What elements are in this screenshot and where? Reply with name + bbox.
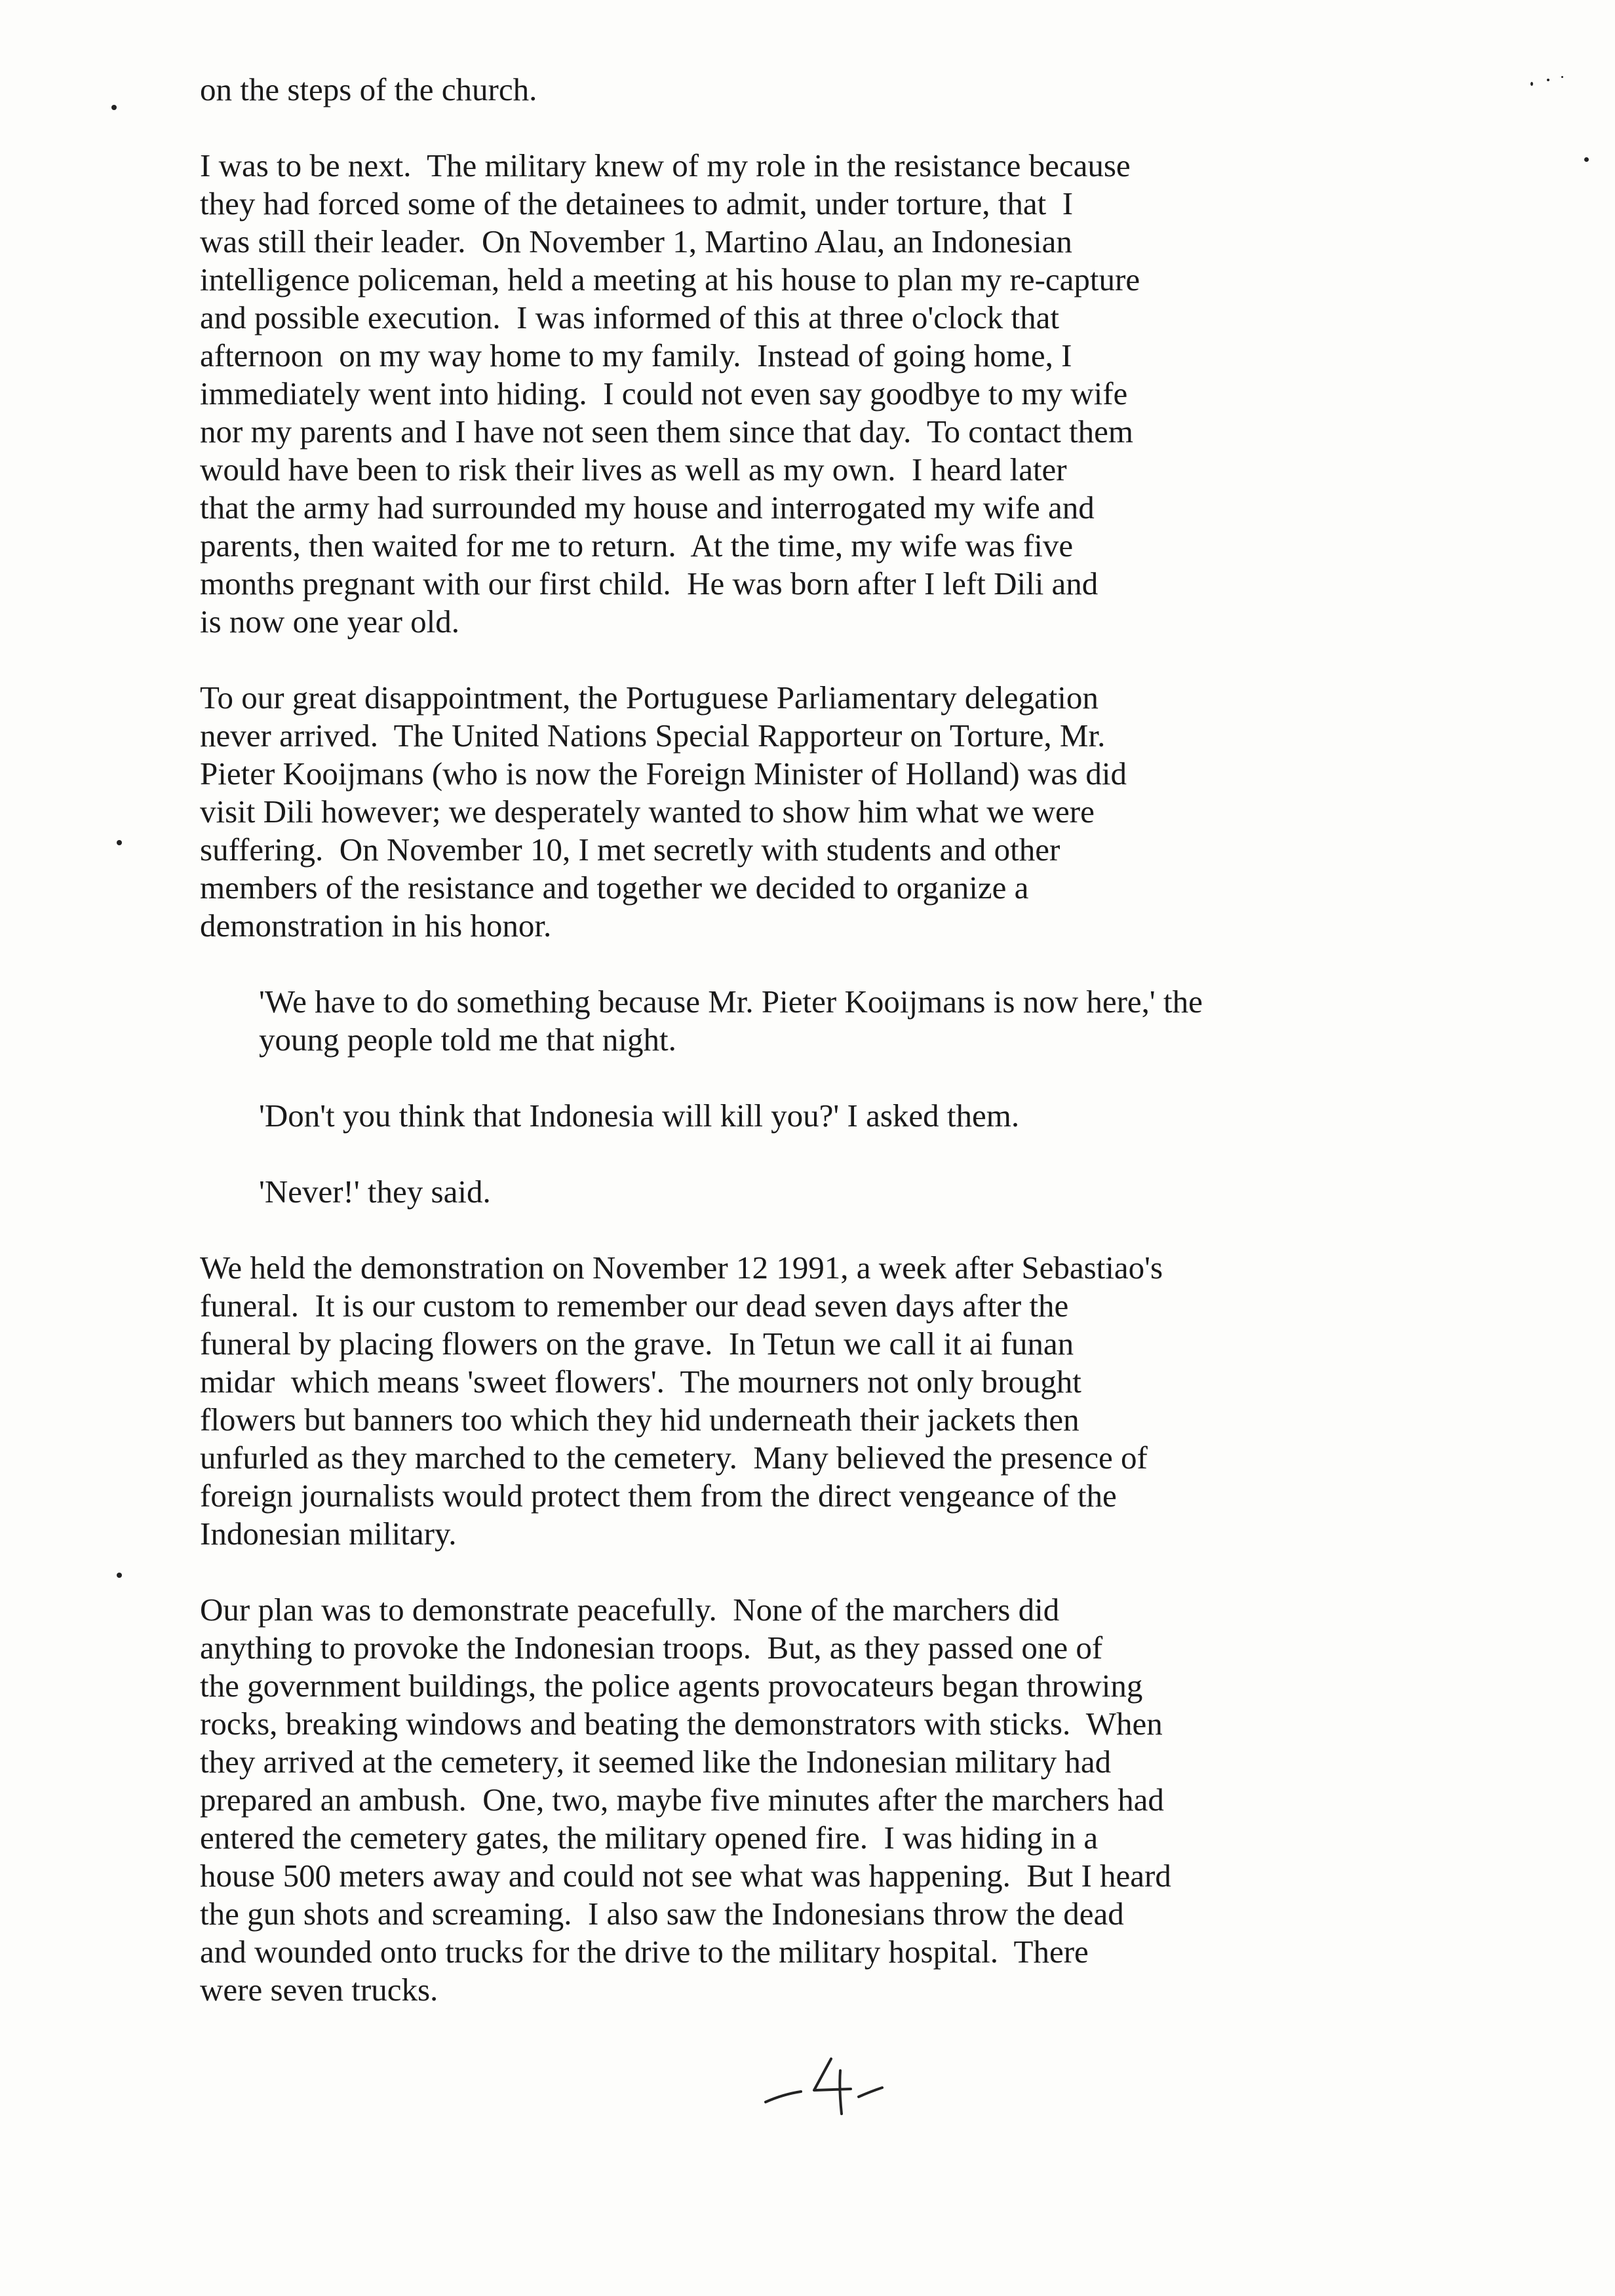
scan-speck <box>117 840 122 845</box>
text-line: they had forced some of the detainees to admit, under torture, that I <box>200 185 1074 221</box>
body-text <box>200 71 1353 2009</box>
text-line: is now one year old. <box>200 603 459 640</box>
scan-speck <box>1584 157 1589 162</box>
text-line: Our plan was to demonstrate peacefully. None of the marchers did <box>200 1592 1060 1628</box>
scan-speck <box>1530 82 1533 86</box>
page-number-left-dash <box>766 2092 801 2102</box>
text-line: unfurled as they marched to the cemetery. Many believed the presence of <box>200 1440 1148 1476</box>
text-line: To our great disappointment, the Portuguese Parliamentary delegation <box>200 679 1099 716</box>
text-line: prepared an ambush. One, two, maybe five minutes after the marchers had <box>200 1782 1164 1818</box>
text-line: rocks, breaking windows and beating the demonstrators with sticks. When <box>200 1706 1163 1742</box>
text-line: visit Dili however; we desperately wanted to show him what we were <box>200 794 1095 830</box>
scan-speck <box>1547 79 1549 81</box>
text-line: never arrived. The United Nations Special Rapporteur on Torture, Mr. <box>200 718 1106 754</box>
quote-line: 'Don't you think that Indonesia will kill you?' I asked them. <box>259 1098 1020 1134</box>
text-line: nor my parents and I have not seen them since that day. To contact them <box>200 413 1133 450</box>
text-line: foreign journalists would protect them from the direct vengeance of the <box>200 1478 1117 1514</box>
page-number-right-dash <box>859 2088 882 2097</box>
text-line: house 500 meters away and could not see what was happening. But I heard <box>200 1858 1171 1894</box>
text-line: suffering. On November 10, I met secretly with students and other <box>200 832 1060 868</box>
text-line: I was to be next. The military knew of my role in the resistance because <box>200 147 1131 183</box>
text-line: were seven trucks. <box>200 1972 438 2008</box>
text-line: immediately went into hiding. I could not even say goodbye to my wife <box>200 375 1128 411</box>
text-line: entered the cemetery gates, the military opened fire. I was hiding in a <box>200 1820 1099 1856</box>
text-line: demonstration in his honor. <box>200 908 552 944</box>
text-line: funeral by placing flowers on the grave. In Tetun we call it ai funan <box>200 1326 1074 1362</box>
handwritten-page-number <box>754 2051 898 2123</box>
scan-speck <box>111 105 117 110</box>
text-line: months pregnant with our first child. He was born after I left Dili and <box>200 565 1099 602</box>
text-line: anything to provoke the Indonesian troops. But, as they passed one of <box>200 1630 1103 1666</box>
text-line: and wounded onto trucks for the drive to the military hospital. There <box>200 1934 1089 1970</box>
text-line: midar which means 'sweet flowers'. The mourners not only brought <box>200 1364 1081 1400</box>
text-line: and possible execution. I was informed of this at three o'clock that <box>200 299 1060 335</box>
text-line: intelligence policeman, held a meeting at his house to plan my re-capture <box>200 261 1140 297</box>
quote-line: 'Never!' they said. <box>259 1174 491 1210</box>
quote-line: young people told me that night. <box>259 1022 676 1058</box>
text-line: parents, then waited for me to return. At the time, my wife was five <box>200 527 1074 564</box>
text-line: they arrived at the cemetery, it seemed like the Indonesian military had <box>200 1744 1112 1780</box>
text-line: was still their leader. On November 1, Martino Alau, an Indonesian <box>200 223 1072 259</box>
text-line: funeral. It is our custom to remember our dead seven days after the <box>200 1288 1069 1324</box>
quote-line: 'We have to do something because Mr. Pieter Kooijmans is now here,' the <box>259 984 1203 1020</box>
text-line: members of the resistance and together we decided to organize a <box>200 870 1029 906</box>
scan-speck <box>1561 76 1563 78</box>
text-line: the government buildings, the police agents provocateurs began throwing <box>200 1668 1143 1704</box>
text-line: on the steps of the church. <box>200 71 537 107</box>
text-line: would have been to risk their lives as well as my own. I heard later <box>200 451 1067 488</box>
text-line: that the army had surrounded my house and interrogated my wife and <box>200 489 1095 526</box>
text-line: Pieter Kooijmans (who is now the Foreign Minister of Holland) was did <box>200 756 1127 792</box>
text-line: the gun shots and screaming. I also saw the Indonesians throw the dead <box>200 1896 1124 1932</box>
text-line: We held the demonstration on November 12 1991, a week after Sebastiao's <box>200 1250 1163 1286</box>
page-number-digit-4 <box>814 2059 851 2114</box>
text-line: afternoon on my way home to my family. Instead of going home, I <box>200 337 1072 373</box>
text-line: Indonesian military. <box>200 1516 457 1552</box>
scan-speck <box>117 1573 122 1578</box>
text-line: flowers but banners too which they hid underneath their jackets then <box>200 1402 1080 1438</box>
